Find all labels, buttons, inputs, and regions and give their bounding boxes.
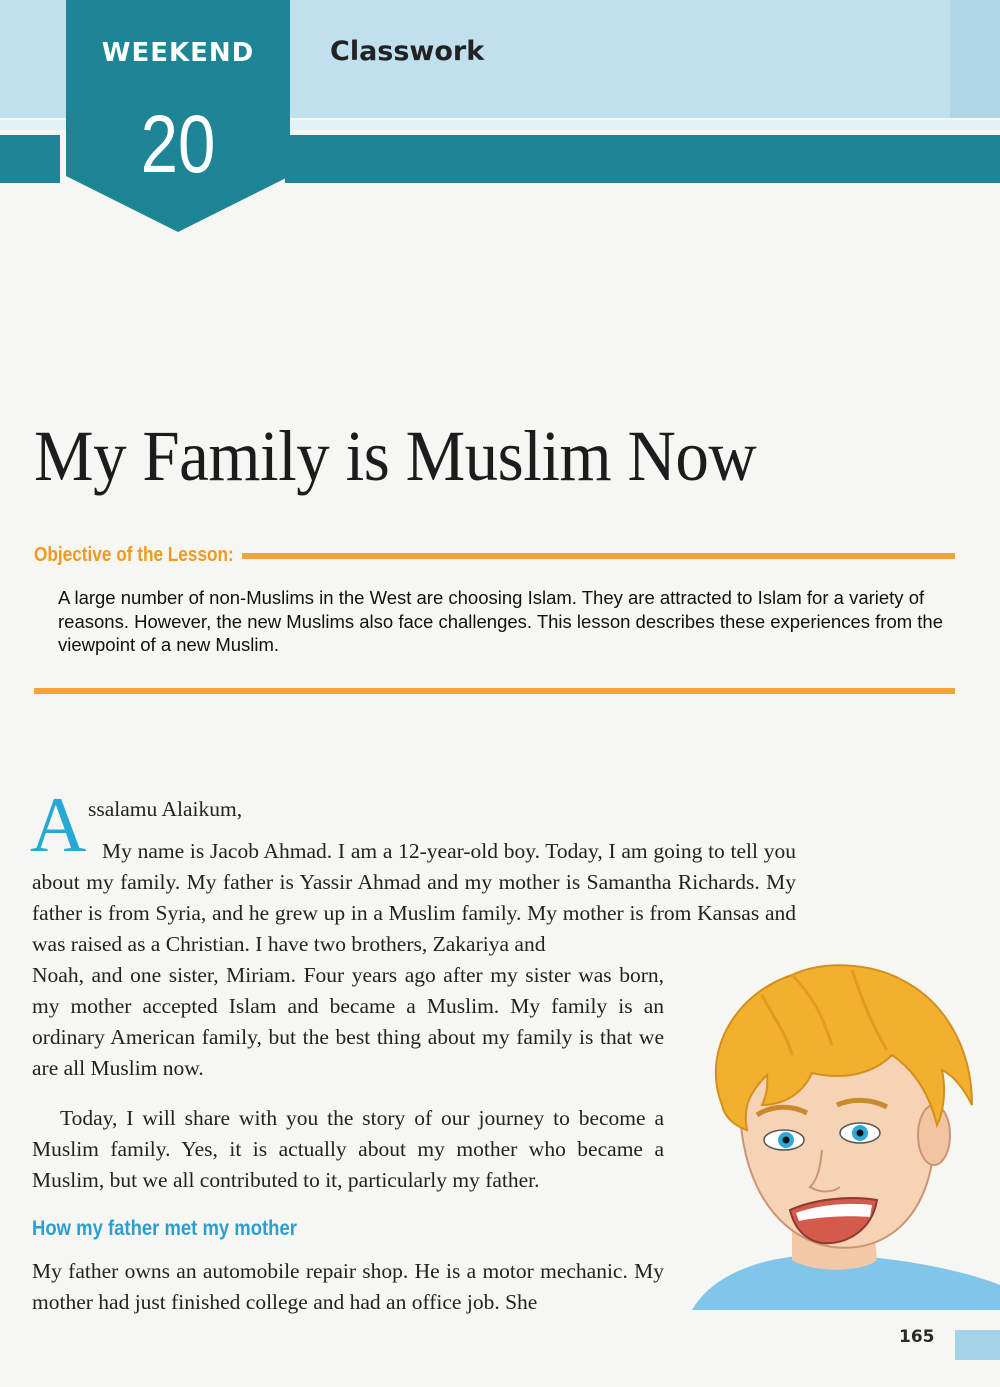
section-heading: How my father met my mother xyxy=(32,1217,297,1240)
weekend-label: WEEKEND xyxy=(101,38,255,68)
page-number: 165 xyxy=(899,1327,935,1347)
weekend-number: 20 xyxy=(140,99,216,190)
page-title: My Family is Muslim Now xyxy=(34,416,757,496)
paragraph-intro-bottom: Noah, and one sister, Miriam. Four years ago after my sister was born, my mother accepted Islam and became a Muslim. My family is an ordinary American family, but the best thing about my family is that we are all Muslim now. xyxy=(32,963,664,1080)
paragraph-father: My father owns an automobile repair shop. He is a motor mechanic. My mother had just finished college and had an office job. She xyxy=(32,1259,664,1314)
salutation: ssalamu Alaikum, xyxy=(88,797,243,821)
paragraph-intro-top: My name is Jacob Ahmad. I am a 12-year-old boy. Today, I am going to tell you about my family. My father is Yassir Ahmad and my mother is Samantha Richards. My father is from Syria, and he grew up in a Muslim family. My mother is from Kansas and was raised as a Christian. I have two brothers, Zakariya and xyxy=(32,839,796,956)
drop-cap: A xyxy=(30,781,87,868)
page-tab xyxy=(955,1330,1000,1360)
header-band-accent xyxy=(950,0,1000,118)
header-rule-right xyxy=(285,135,1000,183)
header-rule-left xyxy=(0,135,60,183)
objective-label: Objective of the Lesson: xyxy=(34,544,234,566)
objective-divider xyxy=(242,553,955,559)
section-label: Classwork xyxy=(330,36,485,67)
objective-bottom-divider xyxy=(34,688,955,694)
boy-illustration xyxy=(672,955,1000,1310)
objective-text: A large number of non-Muslims in the West are choosing Islam. They are attracted to Islam for a variety of reasons. However, the new Muslims also face challenges. This lesson describes these experiences from the viewpoint of a new Muslim. xyxy=(58,587,944,655)
paragraph-journey: Today, I will share with you the story of our journey to become a Muslim family. Yes, it is actually about my mother who became a Muslim, but we all contributed to it, particularly my father. xyxy=(32,1106,664,1192)
